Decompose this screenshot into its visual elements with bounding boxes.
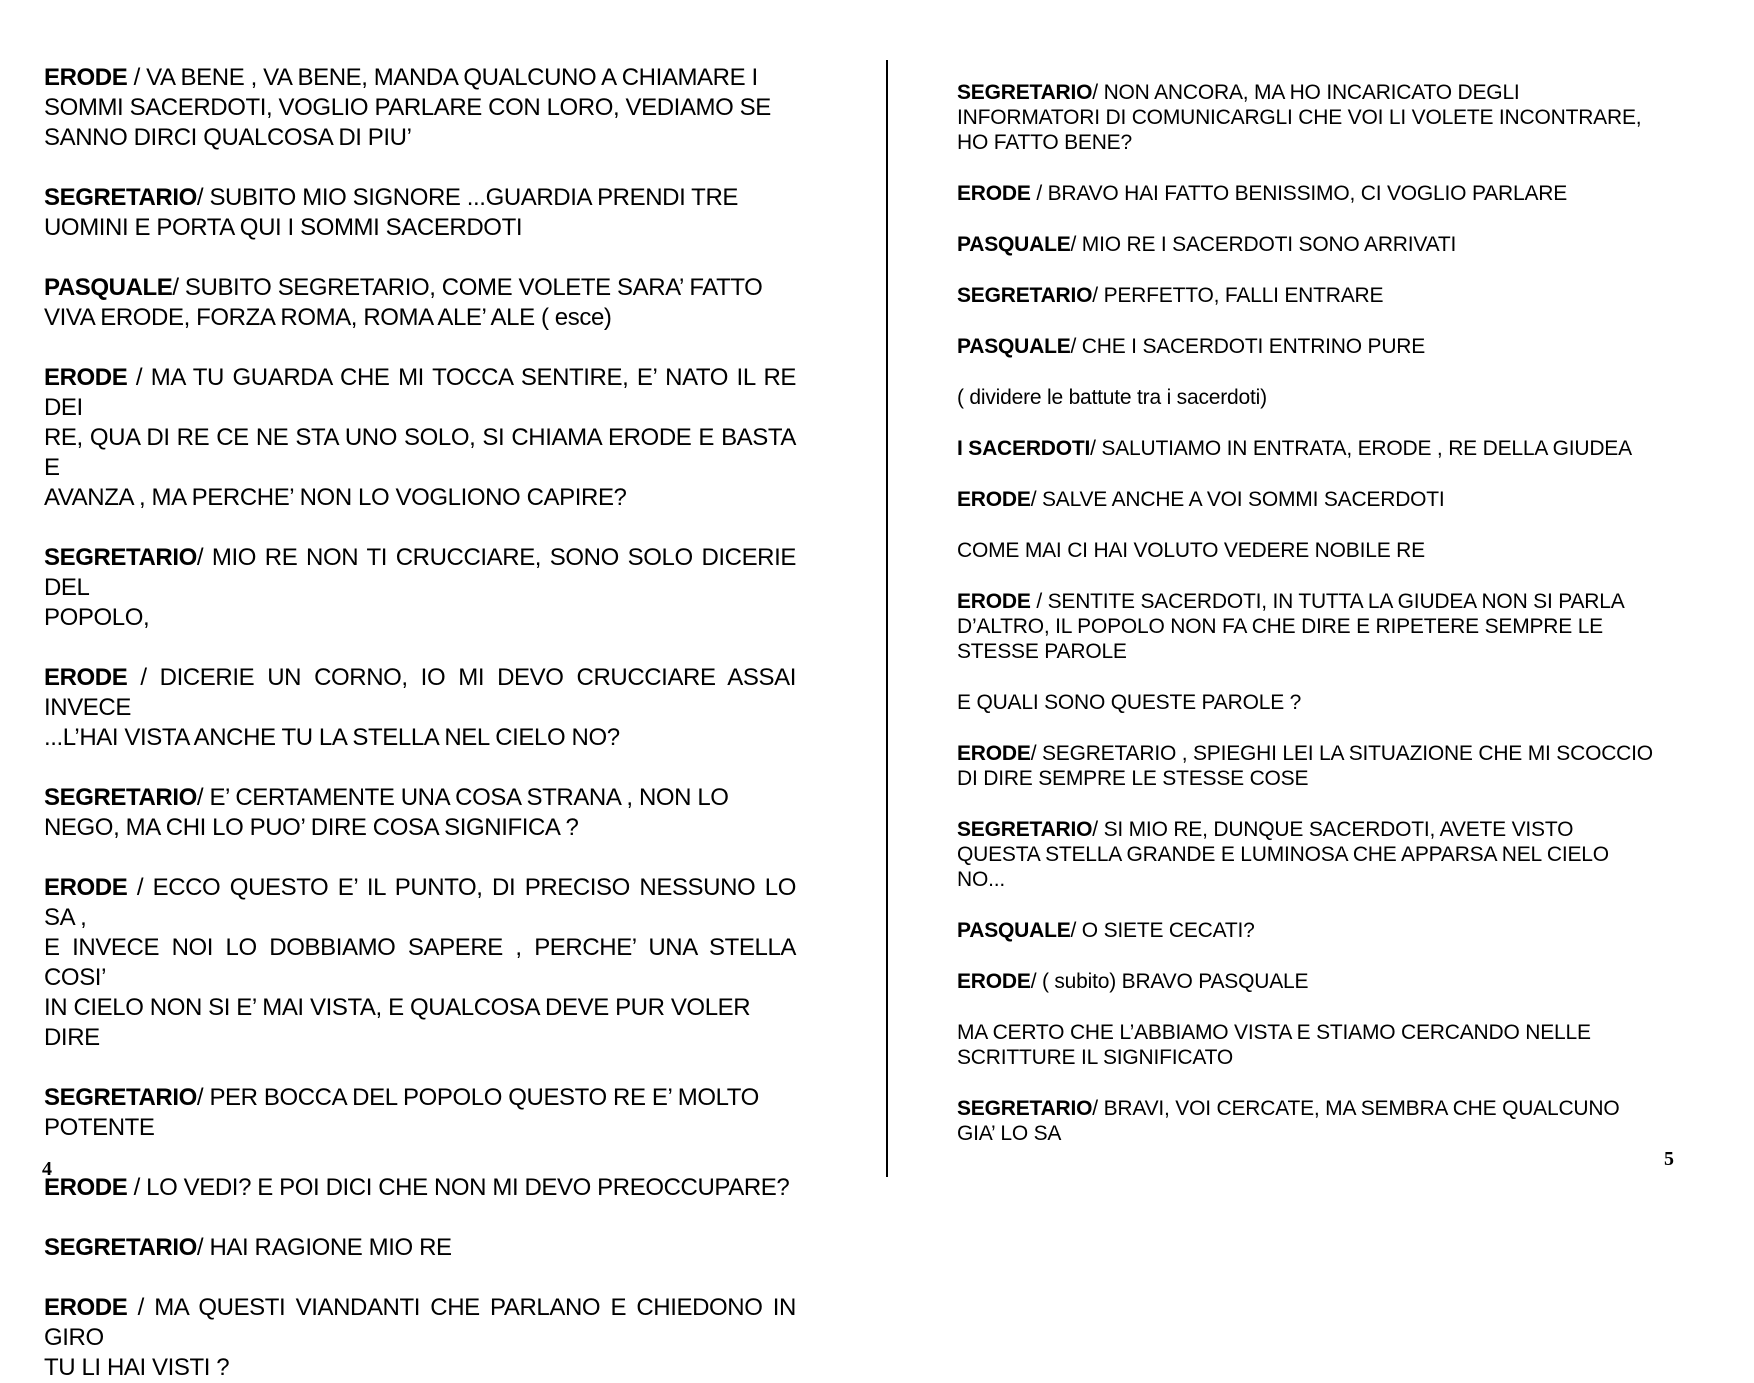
paragraph-gap: [44, 633, 796, 663]
dialogue-line: [44, 1233, 796, 1263]
line-text: E INVECE NOI LO DOBBIAMO SAPERE , PERCHE’ UNA STELLA COSI’: [44, 934, 796, 991]
speaker-name: ERODE: [957, 742, 1031, 765]
paragraph-gap: [957, 563, 1707, 589]
dialogue-line: [44, 783, 796, 813]
speaker-name: ERODE: [44, 664, 128, 691]
speaker-name: ERODE: [957, 970, 1031, 993]
dialogue-line: [957, 918, 1707, 943]
dialogue-paragraph: [957, 1020, 1707, 1070]
line-text: SOMMI SACERDOTI, VOGLIO PARLARE CON LORO, VEDIAMO SE: [44, 94, 771, 121]
paragraph-gap: [957, 892, 1707, 918]
line-text: E QUALI SONO QUESTE PAROLE ?: [957, 691, 1302, 714]
line-text: / ECCO QUESTO E’ IL PUNTO, DI PRECISO NESSUNO LO SA ,: [44, 874, 796, 931]
dialogue-line: [957, 130, 1707, 155]
paragraph-gap: [44, 153, 796, 183]
dialogue-paragraph: [44, 1083, 796, 1143]
paragraph-gap: [957, 943, 1707, 969]
line-text: QUESTA STELLA GRANDE E LUMINOSA CHE APPARSA NEL CIELO: [957, 843, 1609, 866]
dialogue-line: [957, 232, 1707, 257]
page-number-right: 5: [1664, 1148, 1674, 1170]
dialogue-line: [44, 1293, 796, 1353]
line-text: / O SIETE CECATI?: [1070, 919, 1255, 942]
speaker-name: SEGRETARIO: [957, 81, 1093, 104]
dialogue-line: [44, 93, 796, 123]
dialogue-paragraph: [957, 436, 1707, 461]
line-text: NEGO, MA CHI LO PUO’ DIRE COSA SIGNIFICA ?: [44, 814, 579, 841]
dialogue-line: [44, 1173, 796, 1203]
dialogue-paragraph: [44, 183, 796, 243]
dialogue-paragraph: [44, 663, 796, 753]
dialogue-line: [44, 123, 796, 153]
paragraph-gap: [44, 1053, 796, 1083]
dialogue-line: [957, 487, 1707, 512]
dialogue-line: [44, 813, 796, 843]
dialogue-line: [957, 1096, 1707, 1121]
dialogue-line: [44, 483, 796, 513]
paragraph-gap: [44, 1203, 796, 1233]
dialogue-line: [957, 1020, 1707, 1045]
speaker-name: PASQUALE: [44, 274, 173, 301]
speaker-name: ERODE: [44, 1294, 128, 1321]
paragraph-gap: [957, 994, 1707, 1020]
line-text: / SENTITE SACERDOTI, IN TUTTA LA GIUDEA NON SI PARLA: [1030, 590, 1625, 613]
dialogue-paragraph: [957, 538, 1707, 563]
line-text: / BRAVO HAI FATTO BENISSIMO, CI VOGLIO PARLARE: [1030, 182, 1568, 205]
dialogue-line: [44, 993, 796, 1053]
dialogue-line: [44, 933, 796, 993]
dialogue-line: [44, 1113, 796, 1143]
line-text: / MIO RE I SACERDOTI SONO ARRIVATI: [1070, 233, 1457, 256]
dialogue-line: [957, 1045, 1707, 1070]
dialogue-line: [44, 603, 796, 633]
dialogue-line: [957, 436, 1707, 461]
line-text: GIA’ LO SA: [957, 1122, 1062, 1145]
line-text: TU LI HAI VISTI ?: [44, 1354, 230, 1381]
line-text: DI DIRE SEMPRE LE STESSE COSE: [957, 767, 1309, 790]
line-text: / PER BOCCA DEL POPOLO QUESTO RE E’ MOLTO: [196, 1084, 759, 1111]
dialogue-line: [44, 303, 796, 333]
line-text: / CHE I SACERDOTI ENTRINO PURE: [1070, 335, 1426, 358]
paragraph-gap: [44, 513, 796, 543]
line-text: / MA QUESTI VIANDANTI CHE PARLANO E CHIEDONO IN GIRO: [44, 1294, 796, 1351]
dialogue-paragraph: [44, 873, 796, 1053]
speaker-name: ERODE: [957, 488, 1031, 511]
speaker-name: PASQUALE: [957, 233, 1071, 256]
line-text: INFORMATORI DI COMUNICARGLI CHE VOI LI VOLETE INCONTRARE,: [957, 106, 1642, 129]
speaker-name: ERODE: [44, 1174, 128, 1201]
speaker-name: SEGRETARIO: [44, 1234, 197, 1261]
dialogue-line: [957, 105, 1707, 130]
line-text: / HAI RAGIONE MIO RE: [196, 1234, 452, 1261]
line-text: SANNO DIRCI QUALCOSA DI PIU’: [44, 124, 412, 151]
dialogue-line: [957, 766, 1707, 791]
speaker-name: SEGRETARIO: [44, 784, 197, 811]
dialogue-paragraph: [957, 181, 1707, 206]
line-text: UOMINI E PORTA QUI I SOMMI SACERDOTI: [44, 214, 523, 241]
line-text: / LO VEDI? E POI DICI CHE NON MI DEVO PREOCCUPARE?: [127, 1174, 790, 1201]
dialogue-line: [957, 283, 1707, 308]
line-text: ( dividere le battute tra i sacerdoti): [957, 386, 1267, 409]
paragraph-gap: [957, 308, 1707, 334]
dialogue-line: [44, 723, 796, 753]
line-text: / DICERIE UN CORNO, IO MI DEVO CRUCCIARE ASSAI INVECE: [44, 664, 796, 721]
line-text: NO...: [957, 868, 1006, 891]
line-text: SCRITTURE IL SIGNIFICATO: [957, 1046, 1234, 1069]
line-text: / VA BENE , VA BENE, MANDA QUALCUNO A CHIAMARE I: [127, 64, 758, 91]
line-text: / MA TU GUARDA CHE MI TOCCA SENTIRE, E’ NATO IL RE DEI: [44, 364, 796, 421]
page-divider: [886, 60, 888, 1177]
dialogue-line: [957, 80, 1707, 105]
dialogue-paragraph: [957, 283, 1707, 308]
paragraph-gap: [957, 1070, 1707, 1096]
paragraph-gap: [44, 843, 796, 873]
paragraph-gap: [44, 753, 796, 783]
paragraph-gap: [957, 155, 1707, 181]
right-page-text: [957, 80, 1707, 1146]
line-text: / SI MIO RE, DUNQUE SACERDOTI, AVETE VISTO: [1092, 818, 1574, 841]
line-text: / SUBITO SEGRETARIO, COME VOLETE SARA’ FATTO: [172, 274, 763, 301]
speaker-name: ERODE: [44, 874, 128, 901]
dialogue-line: [957, 690, 1707, 715]
line-text: POPOLO,: [44, 604, 150, 631]
speaker-name: SEGRETARIO: [44, 184, 197, 211]
dialogue-paragraph: [44, 363, 796, 513]
speaker-name: ERODE: [44, 64, 128, 91]
dialogue-paragraph: [957, 334, 1707, 359]
page-number-left: 4: [42, 1158, 52, 1180]
dialogue-paragraph: [957, 487, 1707, 512]
line-text: STESSE PAROLE: [957, 640, 1127, 663]
line-text: / SUBITO MIO SIGNORE ...GUARDIA PRENDI TRE: [196, 184, 738, 211]
dialogue-line: [44, 873, 796, 933]
dialogue-paragraph: [44, 1293, 796, 1383]
line-text: MA CERTO CHE L’ABBIAMO VISTA E STIAMO CERCANDO NELLE: [957, 1021, 1591, 1044]
dialogue-line: [44, 1083, 796, 1113]
dialogue-line: [44, 1353, 796, 1383]
dialogue-line: [957, 614, 1707, 639]
speaker-name: ERODE: [957, 590, 1031, 613]
dialogue-paragraph: [957, 385, 1707, 410]
speaker-name: PASQUALE: [957, 335, 1071, 358]
speaker-name: SEGRETARIO: [957, 1097, 1093, 1120]
dialogue-paragraph: [957, 80, 1707, 155]
dialogue-line: [44, 363, 796, 423]
dialogue-line: [44, 273, 796, 303]
dialogue-line: [957, 334, 1707, 359]
paragraph-gap: [957, 410, 1707, 436]
dialogue-line: [957, 1121, 1707, 1146]
line-text: / ( subito) BRAVO PASQUALE: [1030, 970, 1309, 993]
dialogue-line: [957, 842, 1707, 867]
dialogue-line: [44, 63, 796, 93]
dialogue-paragraph: [44, 783, 796, 843]
dialogue-paragraph: [957, 690, 1707, 715]
dialogue-line: [957, 639, 1707, 664]
speaker-name: SEGRETARIO: [957, 818, 1093, 841]
line-text: RE, QUA DI RE CE NE STA UNO SOLO, SI CHIAMA ERODE E BASTA E: [44, 424, 796, 481]
line-text: / SALVE ANCHE A VOI SOMMI SACERDOTI: [1030, 488, 1445, 511]
line-text: / E’ CERTAMENTE UNA COSA STRANA , NON LO: [196, 784, 729, 811]
dialogue-line: [957, 181, 1707, 206]
speaker-name: ERODE: [44, 364, 128, 391]
dialogue-line: [957, 385, 1707, 410]
line-text: / BRAVI, VOI CERCATE, MA SEMBRA CHE QUALCUNO: [1092, 1097, 1620, 1120]
speaker-name: ERODE: [957, 182, 1031, 205]
dialogue-line: [957, 969, 1707, 994]
paragraph-gap: [957, 206, 1707, 232]
line-text: D’ALTRO, IL POPOLO NON FA CHE DIRE E RIPETERE SEMPRE LE: [957, 615, 1603, 638]
line-text: IN CIELO NON SI E’ MAI VISTA, E QUALCOSA DEVE PUR VOLER DIRE: [44, 994, 751, 1051]
dialogue-line: [957, 589, 1707, 614]
dialogue-paragraph: [957, 232, 1707, 257]
paragraph-gap: [957, 257, 1707, 283]
dialogue-line: [957, 538, 1707, 563]
dialogue-paragraph: [957, 918, 1707, 943]
line-text: COME MAI CI HAI VOLUTO VEDERE NOBILE RE: [957, 539, 1425, 562]
dialogue-paragraph: [44, 543, 796, 633]
paragraph-gap: [957, 359, 1707, 385]
dialogue-paragraph: [44, 1233, 796, 1263]
dialogue-line: [44, 183, 796, 213]
line-text: / NON ANCORA, MA HO INCARICATO DEGLI: [1092, 81, 1520, 104]
line-text: ...L’HAI VISTA ANCHE TU LA STELLA NEL CIELO NO?: [44, 724, 620, 751]
speaker-name: SEGRETARIO: [44, 1084, 197, 1111]
dialogue-paragraph: [957, 969, 1707, 994]
line-text: VIVA ERODE, FORZA ROMA, ROMA ALE’ ALE ( esce): [44, 304, 612, 331]
line-text: HO FATTO BENE?: [957, 131, 1132, 154]
dialogue-line: [44, 663, 796, 723]
speaker-name: SEGRETARIO: [957, 284, 1093, 307]
dialogue-paragraph: [957, 741, 1707, 791]
paragraph-gap: [957, 512, 1707, 538]
left-page-text: [44, 63, 796, 1383]
dialogue-line: [957, 817, 1707, 842]
dialogue-paragraph: [957, 589, 1707, 664]
dialogue-line: [44, 213, 796, 243]
paragraph-gap: [957, 461, 1707, 487]
paragraph-gap: [957, 664, 1707, 690]
line-text: / PERFETTO, FALLI ENTRARE: [1092, 284, 1384, 307]
paragraph-gap: [44, 243, 796, 273]
dialogue-line: [44, 543, 796, 603]
line-text: POTENTE: [44, 1114, 155, 1141]
line-text: AVANZA , MA PERCHE’ NON LO VOGLIONO CAPIRE?: [44, 484, 627, 511]
paragraph-gap: [44, 1263, 796, 1293]
speaker-name: SEGRETARIO: [44, 544, 197, 571]
paragraph-gap: [44, 1143, 796, 1173]
dialogue-line: [957, 741, 1707, 766]
paragraph-gap: [44, 333, 796, 363]
dialogue-paragraph: [44, 1173, 796, 1203]
dialogue-paragraph: [44, 63, 796, 153]
dialogue-line: [957, 867, 1707, 892]
speaker-name: PASQUALE: [957, 919, 1071, 942]
dialogue-paragraph: [957, 1096, 1707, 1146]
speaker-name: I SACERDOTI: [957, 437, 1091, 460]
paragraph-gap: [957, 791, 1707, 817]
dialogue-paragraph: [44, 273, 796, 333]
paragraph-gap: [957, 715, 1707, 741]
dialogue-line: [44, 423, 796, 483]
line-text: / MIO RE NON TI CRUCCIARE, SONO SOLO DICERIE DEL: [44, 544, 796, 601]
line-text: / SALUTIAMO IN ENTRATA, ERODE , RE DELLA GIUDEA: [1090, 437, 1632, 460]
line-text: / SEGRETARIO , SPIEGHI LEI LA SITUAZIONE CHE MI SCOCCIO: [1030, 742, 1653, 765]
dialogue-paragraph: [957, 817, 1707, 892]
